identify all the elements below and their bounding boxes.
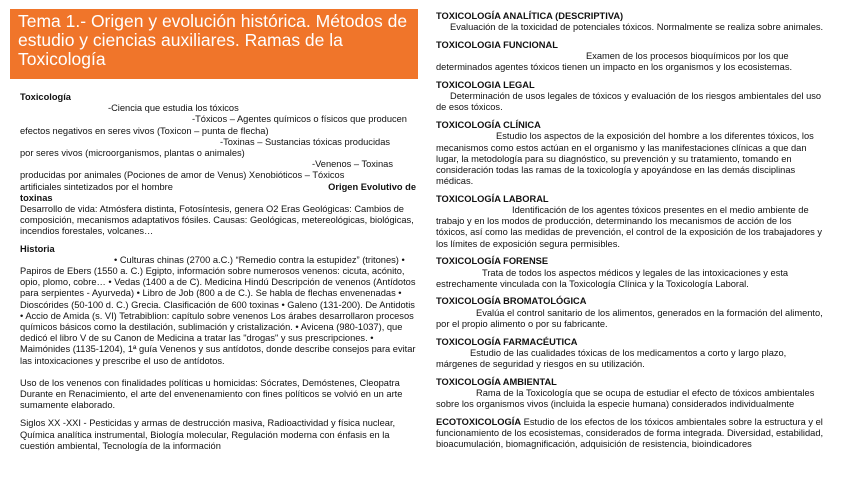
rama-section xyxy=(436,417,824,451)
rama-body: Examen de los procesos bioquímicos por los que determinados agentes tóxicos tienen un impacto en los organismos y los ecosistemas. xyxy=(436,51,793,73)
rama-heading: TOXICOLOGÍA ANALÍTICA (DESCRIPTIVA) xyxy=(436,11,624,21)
rama-body: Determinación de usos legales de tóxicos y evaluación de los riesgos ambientales del uso de esos tóxicos. xyxy=(436,91,822,113)
rama-heading: TOXICOLOGÍA FARMACÉUTICA xyxy=(436,336,578,347)
rama-body: Trata de todos los aspectos médicos y legales de las intoxicaciones y esta estrechamente vinculada con la Toxicología Clínica y la Toxicología Laboral. xyxy=(436,267,789,289)
rama-heading: TOXICOLOGIA FUNCIONAL xyxy=(436,39,558,50)
uso-venenos-text: Uso de los venenos con finalidades políticas u homicidas: Sócrates, Demóstenes, Cleopatra Durante en Renacimiento, el arte del envenenamiento con fines políticos se volvió en un arte sumamente elaborado. xyxy=(20,377,403,411)
historia-heading: Historia xyxy=(20,243,55,254)
rama-heading: TOXICOLOGÍA FORENSE xyxy=(436,256,549,267)
rama-heading: TOXICOLOGÍA AMBIENTAL xyxy=(436,376,557,387)
rama-body: Evalúa el control sanitario de los alimentos, generados en la formación del alimento, por el propio alimento o por su fabricante. xyxy=(436,307,823,329)
definition-line: por seres vivos (microorganismos, plantas o animales) xyxy=(20,148,245,159)
definition-line: producidas por animales (Pociones de amor de Venus) Xenobióticos – Tóxicos xyxy=(20,170,345,181)
right-column xyxy=(436,11,824,457)
origen-text: Desarrollo de vida: Atmósfera distinta, Fotosíntesis, genera O2 Eras Geológicas: Cambios de composición, mecanismos adaptativos fósiles. Causas: Geológicas, metereológicas, biológicas, incendios forestales, volcanes… xyxy=(20,204,414,237)
rama-section xyxy=(436,256,824,290)
toxicologia-heading: Toxicología xyxy=(20,92,71,102)
definition-line: -Venenos – Toxinas xyxy=(312,159,393,170)
rama-body: Estudio de las cualidades tóxicas de los medicamentos a corto y largo plazo, márgenes de seguridad y riesgos en su utilización. xyxy=(436,347,787,369)
origen-heading-cont: toxinas xyxy=(20,192,53,203)
rama-body: Evaluación de la toxicidad de potenciales tóxicos. Normalmente se realiza sobre animales. xyxy=(450,22,824,33)
slide-title: Tema 1.- Origen y evolución histórica. Métodos de estudio y ciencias auxiliares. Ramas de la Toxicología xyxy=(10,9,418,79)
rama-heading: ECOTOXICOLOGÍA xyxy=(436,416,522,427)
rama-section xyxy=(436,11,824,33)
left-column xyxy=(20,92,416,452)
rama-section xyxy=(436,296,824,330)
rama-body: Estudio de los efectos de los tóxicos ambientales sobre la estructura y el funcionamiento de los ecosistemas, considerados de forma integrada. Diversidad, estabilidad, bioacumulación, biomagnificación, adquisición de resistencia, bioindicadores xyxy=(436,416,824,450)
rama-body: Rama de la Toxicología que se ocupa de estudiar el efecto de tóxicos ambientales sobre los organismos vivos (incluida la especie humana) considerados individualmente xyxy=(436,387,815,410)
rama-body: Estudio los aspectos de la exposición del hombre a los diferentes tóxicos, los mecanismos como estos actúan en el organismo y las manifestaciones clínicas a que dan lugar, la metodología para su diagnóstico, su prevención y su tratamiento, tomando en consideración todas las ramas de la toxicología y apoyándose en las demás disciplinas médicas. xyxy=(436,131,814,187)
siglos-text: Siglos XX -XXI - Pesticidas y armas de destrucción masiva, Radioactividad y física nuclear, Química analítica instrumental, Biología molecular, Regulación moderna con énfasis en la cuestión ambiental, Tecnología de la información xyxy=(20,418,396,451)
rama-heading: TOXICOLOGÍA LABORAL xyxy=(436,193,549,204)
rama-heading: TOXICOLOGÍA CLÍNICA xyxy=(436,120,541,131)
rama-section xyxy=(436,80,824,114)
xenobioticos-tail: artificiales sintetizados por el hombre xyxy=(20,181,173,192)
definition-line: efectos negativos en seres vivos (Toxicon – punta de flecha) xyxy=(20,125,269,136)
origen-heading: Origen Evolutivo de xyxy=(328,181,416,192)
definition-line: -Ciencia que estudia los tóxicos xyxy=(108,103,239,114)
rama-section xyxy=(436,120,824,187)
rama-heading: TOXICOLOGIA LEGAL xyxy=(436,80,535,91)
rama-heading: TOXICOLOGÍA BROMATOLÓGICA xyxy=(436,296,587,307)
definition-line: -Tóxicos – Agentes químicos o físicos que producen xyxy=(192,114,407,125)
rama-body: Identificación de los agentes tóxicos presentes en el medio ambiente de trabajo y en los modos de producción, determinando los mecanismos de acción de los tóxicos, así como las medidas de prevención, el control de la exposición de los trabajadores y los límites de exposición segura permisibles. xyxy=(436,205,823,249)
definition-line xyxy=(20,182,416,193)
rama-section xyxy=(436,194,824,250)
definition-line: -Toxinas – Sustancias tóxicas producidas xyxy=(220,136,391,147)
historia-text: • Culturas chinas (2700 a.C.) “Remedio contra la estupidez” (tritones) • Papiros de Ebers (1550 a. C.) Egipto, información sobre numerosos venenos: cicuta, acónito, opio, plomo, cobre… • Vedas (1400 a de C). Medicina Hindú Descripción de venenos (Antídotos para serpientes - Ayurveda) • Libro de Job (800 a de C.). Se habla de flechas envenenadas • Dioscórides (50-100 d. C.) Grecia. Clasificación de 600 toxinas • Galeno (131-200). De Antidotis • Accio de Amida (s. VI) Tetrabiblion: capítulo sobre venenos Los árabes desarrollaron procesos químicos básicos como la destilación, sublimación y cristalización. • Avicena (980-1037), que dedicó el libro V de su Canon de Medicina a tratar las "drogas" y sus prescripciones. • Maimónides (1135-1204), 1ª guía Venenos y sus antídotos, donde describe consejos para evitar las intoxicaciones y prescribe el uso de antídotos. xyxy=(20,254,416,366)
rama-section xyxy=(436,40,824,74)
rama-section xyxy=(436,337,824,371)
rama-section xyxy=(436,377,824,411)
